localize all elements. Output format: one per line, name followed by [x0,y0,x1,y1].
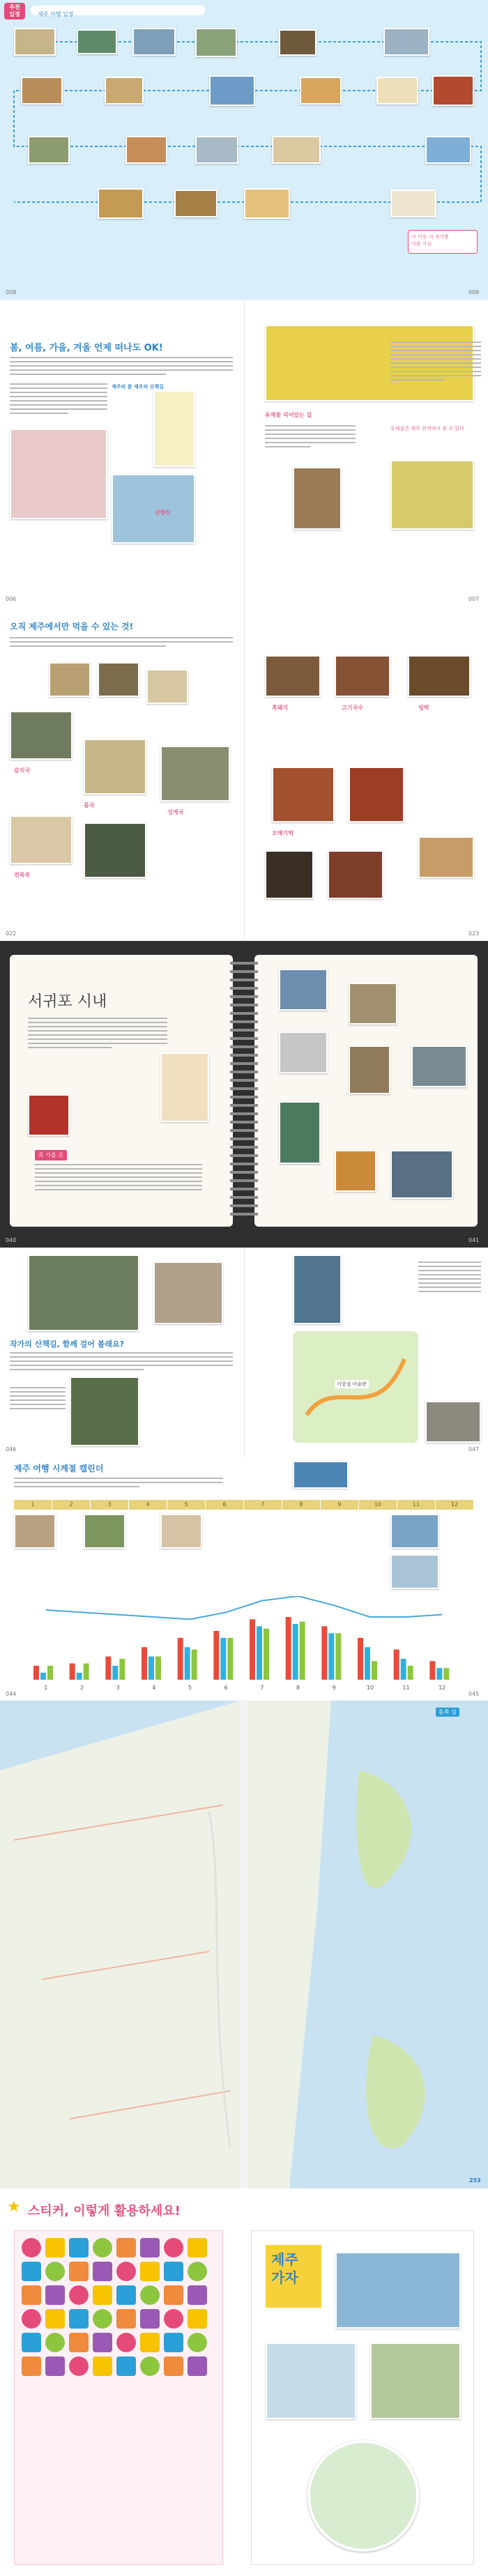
mailbox-photo [28,1094,70,1136]
photo-5 [279,29,317,56]
itinerary-tab-label: 추천 일정 [9,4,20,17]
calendar-spread [0,1457,488,1701]
walk-text [10,1352,233,1373]
nb-photo-1 [279,969,328,1011]
photo-13 [28,136,70,164]
map-right-label: 동쪽 섬 [436,1708,459,1717]
sticker-item [45,2238,65,2257]
sticker-item [116,2309,136,2329]
nb-photo-2 [349,983,397,1025]
sticker-spread [0,2188,488,2576]
bicycle-photo [293,467,342,530]
sidebar-1 [112,383,164,394]
chart-bar [429,1661,435,1680]
food-photo-3 [146,669,188,704]
walk-heading: 작가의 산책길, 함께 걸어 볼래요? [10,1340,125,1349]
food-photo-11 [408,655,471,697]
example-map-circle [307,2440,419,2552]
food-photo-6 [160,746,230,802]
sticker-item [164,2262,183,2281]
sidebar-title-2: 산방산 [155,509,171,516]
food-photo-9 [265,655,321,697]
rapeseed-note: 유채꽃은 제주 전역에서 볼 수 있다 [390,426,464,431]
chart-tick-label: 11 [402,1685,410,1691]
cal-photo-5 [390,1514,439,1549]
sticker-item [93,2309,112,2329]
photo-17 [425,136,471,164]
chart-bar [47,1666,53,1680]
cherry-blossom-photo [10,429,107,519]
food-intro [10,637,233,650]
nb-photo-5 [411,1045,467,1087]
flower-road-photo [390,460,474,530]
photo-18 [98,188,144,219]
food-label: 몸국 [84,802,95,808]
sticker-item [22,2285,41,2305]
star-icon: ★ [7,2198,21,2216]
chart-tick-label: 1 [44,1685,48,1691]
sticker-item [45,2262,65,2281]
chart-bar [250,1619,255,1680]
food-photo-5 [84,739,146,795]
walk-photo-4 [425,1401,481,1443]
food-photo-1 [49,662,91,697]
photo-4 [195,28,237,57]
cal-photo-6 [390,1554,439,1589]
sticker-item [140,2238,160,2257]
map-left-land [0,1701,241,2188]
chart-tick-label: 10 [366,1685,374,1691]
chart-bar [220,1638,226,1680]
gutter [244,1248,245,1457]
chart-bar [227,1638,233,1680]
chart-tick-label: 7 [260,1685,264,1691]
photo-1 [14,28,56,56]
nb-photo-4 [349,1045,390,1094]
food-label: 빙떡 [418,705,429,711]
example-photo-2 [266,2343,356,2419]
sticker-sheet [14,2230,223,2565]
food-photo-8 [84,822,146,878]
chart-bar [443,1668,449,1680]
sticker-item [93,2333,112,2352]
month-cell: 10 [359,1500,397,1510]
notebook-tag: 꼭 가볼 곳 [35,1150,67,1160]
seasons-text-col [10,383,107,417]
route-line [14,42,481,202]
notebook-illustration [160,1052,209,1122]
food-photo-4 [10,711,73,760]
cal-photo-1 [293,1461,349,1489]
nb-photo-8 [390,1150,453,1199]
food-photo-14 [265,850,314,899]
chart-bar [77,1673,82,1680]
sticker-grid [15,2231,222,2383]
photo-9 [209,75,255,106]
cal-photo-2 [14,1514,56,1549]
chart-tick-label: 8 [296,1685,300,1691]
page-number-right: 045 [468,1691,480,1697]
sticker-item [22,2333,41,2352]
walk-spread [0,1248,488,1457]
page-number-right: 023 [468,930,480,937]
page-number-left: 022 [6,930,17,937]
chart-bar [286,1617,291,1680]
sidebar-title-3: 유채꽃 피어있는 길 [265,412,312,418]
chart-bar [257,1626,262,1680]
sticker-item [22,2309,41,2329]
walk-right-text [418,1262,481,1295]
sticker-item [140,2285,160,2305]
chart-bar [293,1624,298,1680]
walk-photo-3 [70,1377,139,1446]
food-label: 성게국 [167,809,184,815]
sticker-item [188,2238,207,2257]
page-number-left: 040 [6,1237,17,1243]
right-col-text [390,342,481,383]
photo-7 [21,77,63,105]
chart-line [46,1596,442,1619]
chart-bar [335,1633,341,1680]
chart-bar [328,1633,334,1680]
page-number-right: 007 [468,596,480,602]
chart-bar [408,1666,413,1680]
page-number-right: 047 [468,1446,480,1452]
page-number-right: 009 [468,289,480,296]
gallery-photo [153,1262,223,1324]
sticker-item [45,2356,65,2376]
chart-tick-label: 9 [332,1685,336,1691]
page-number-left: 008 [6,289,17,296]
month-strip [14,1500,474,1510]
sticker-item [140,2356,160,2376]
map-spread [0,1701,488,2188]
sticker-item [164,2333,183,2352]
climate-chart [14,1596,474,1694]
sticker-item [69,2285,89,2305]
month-cell: 6 [206,1500,244,1510]
sticker-item [22,2238,41,2257]
photo-12 [432,75,474,106]
sticker-item [140,2333,160,2352]
sticker-item [45,2309,65,2329]
photo-3 [132,28,176,56]
gutter [244,300,245,606]
thatched-house-photo [28,1255,139,1331]
sticker-item [140,2309,160,2329]
month-cell: 3 [91,1500,129,1510]
chart-bar [394,1650,399,1680]
sticker-item [69,2262,89,2281]
chart-bar [213,1631,219,1680]
illustration-girl [153,390,195,467]
chart-bar [300,1622,305,1680]
sticker-item [116,2238,136,2257]
food-photo-16 [418,836,474,878]
sticker-title: 제주 가자 [266,2245,321,2308]
example-photo-3 [370,2343,461,2419]
page-number-left: 006 [6,596,17,602]
sticker-item [164,2285,183,2305]
sticker-item [69,2238,89,2257]
month-cell: 11 [397,1500,436,1510]
chart-tick-label: 4 [152,1685,156,1691]
page-number-left: 046 [6,1446,17,1452]
sticker-item [116,2333,136,2352]
chart-tick-label: 12 [439,1685,446,1691]
sticker-item [22,2356,41,2376]
sticker-item [93,2262,112,2281]
photo-2 [77,29,117,54]
chart-bar [40,1673,46,1680]
sticker-item [188,2285,207,2305]
photo-11 [376,77,418,105]
chart-bar [70,1664,75,1680]
month-cell: 2 [52,1500,91,1510]
map-left [0,1701,241,2188]
map-right [247,1701,488,2188]
chart-bar [185,1647,190,1680]
food-label: 흑돼지 [272,705,289,711]
sticker-item [140,2262,160,2281]
itinerary-pink-note: 이 이동 시 자가용 이용 가능 [408,230,478,254]
rapeseed-text [265,425,356,450]
calendar-intro [14,1478,223,1490]
sidebar-title-1: 제주의 봄 제주의 산책길 [112,384,164,390]
month-cell: 8 [282,1500,321,1510]
month-cell: 7 [244,1500,282,1510]
chart-bar [321,1626,327,1680]
sticker-item [45,2333,65,2352]
sticker-item [69,2309,89,2329]
sticker-item [93,2285,112,2305]
chart-bar [33,1666,39,1680]
month-cell: 12 [436,1500,474,1510]
month-cell: 9 [321,1500,359,1510]
waterfall-photo-2 [293,1255,342,1324]
sticker-item [164,2309,183,2329]
notebook-spread [0,941,488,1248]
chart-tick-label: 3 [116,1685,120,1691]
photo-20 [244,188,290,219]
seasons-heading: 봄, 여름, 가을, 겨울 언제 떠나도 OK! [10,343,163,353]
chart-bar [119,1659,125,1680]
sticker-item [164,2356,183,2376]
photo-8 [105,77,144,105]
example-photo-1 [335,2252,461,2329]
map-page-number: 253 [469,2177,481,2184]
seasons-spread [0,300,488,606]
food-photo-15 [328,850,383,899]
photo-6 [383,28,429,56]
map-right-land [247,1701,488,2188]
month-cells [14,1500,474,1510]
sticker-item [45,2285,65,2305]
sticker-item [188,2356,207,2376]
chart-bar [178,1638,183,1680]
chart-bar [142,1647,147,1680]
chart-bar [192,1650,197,1680]
cal-photo-4 [160,1514,202,1549]
month-cell: 4 [129,1500,167,1510]
sticker-item [116,2262,136,2281]
page-number-left: 044 [6,1691,17,1697]
page-number-right: 041 [468,1237,480,1243]
chart-bar [155,1657,161,1680]
photo-15 [195,136,238,164]
chart-tick-label: 5 [188,1685,192,1691]
sticker-item [164,2238,183,2257]
notebook-text [28,1018,167,1051]
photo-21 [390,190,436,217]
nb-photo-3 [279,1032,328,1073]
food-photo-10 [335,655,390,697]
photo-14 [125,136,167,164]
food-label: 갈치국 [14,767,31,774]
sticker-item [69,2333,89,2352]
itinerary-spread [0,0,488,300]
itinerary-banner-title: 제주 여행 일정 [38,11,74,17]
waterfall-photo [279,1101,321,1164]
sticker-item [93,2238,112,2257]
chart-bar [84,1664,89,1680]
food-photo-7 [10,815,73,864]
chart-bar [401,1659,406,1680]
chart-bar [372,1661,377,1680]
walk-sidebar-text [10,1387,66,1412]
sticker-item [188,2333,207,2352]
chart-tick-label: 6 [224,1685,228,1691]
calendar-heading: 제주 여행 시계절 캘린더 [14,1464,104,1473]
sticker-item [116,2285,136,2305]
walk-map [293,1331,418,1443]
nb-photo-7 [335,1150,376,1192]
food-label: 고기국수 [342,705,363,711]
food-photo-2 [98,662,139,697]
chart-bar [264,1629,269,1680]
sticker-item [93,2356,112,2376]
food-label: 오메기떡 [272,830,293,836]
photo-10 [300,77,342,105]
sticker-item [116,2356,136,2376]
sticker-item [188,2309,207,2329]
chart-bar [105,1657,111,1680]
chart-tick-label: 2 [79,1685,84,1691]
gutter [244,606,245,941]
notebook-list [35,1164,202,1193]
food-spread [0,606,488,941]
map-label: 이중섭 미술관 [335,1380,369,1388]
photo-16 [272,136,321,164]
cal-photo-3 [84,1514,125,1549]
chart-bar [436,1668,442,1680]
sticker-heading: 스티커, 이렇게 활용하세요! [28,2204,181,2218]
chart-bar [358,1638,363,1680]
month-cell: 5 [167,1500,206,1510]
chart-bar [148,1657,154,1680]
food-photo-13 [349,767,404,822]
sticker-item [69,2356,89,2376]
sticker-example [251,2230,474,2565]
seasons-intro-text [10,357,233,378]
chart-bar [112,1666,118,1680]
sticker-item [188,2262,207,2281]
food-label: 전복죽 [14,872,31,878]
sticker-item [22,2262,41,2281]
month-cell: 1 [14,1500,52,1510]
photo-19 [174,190,218,217]
chart-bar [365,1647,370,1680]
food-photo-12 [272,767,335,822]
notebook-rings [230,962,258,1220]
notebook-title: 서귀포 시내 [28,993,107,1011]
food-heading: 오직 제주에서만 먹을 수 있는 것! [10,622,134,631]
